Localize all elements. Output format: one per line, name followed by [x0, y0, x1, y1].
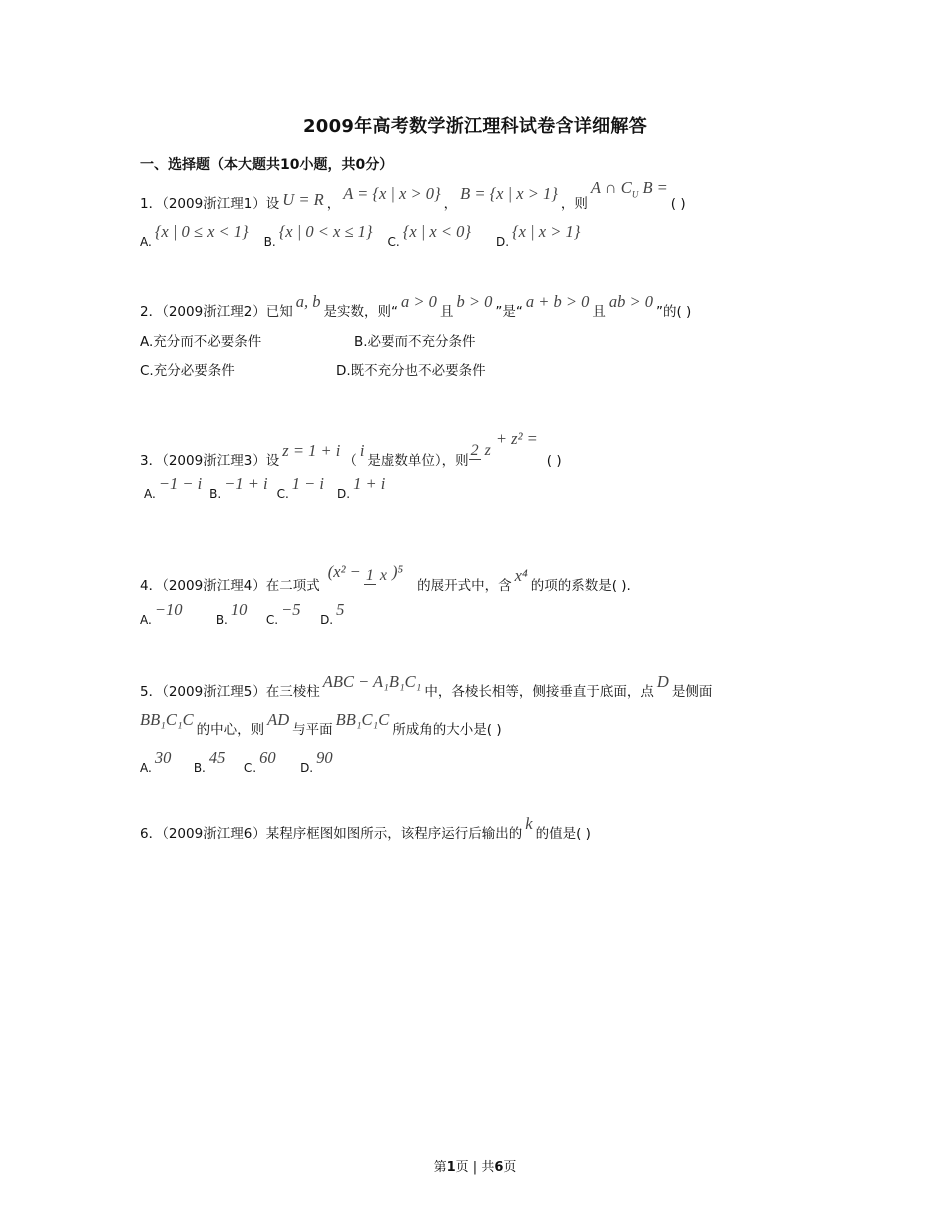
q1-set-b: B = {x | x > 1} — [460, 184, 558, 203]
q2-cond-2: b > 0 — [456, 292, 493, 311]
q2-prefix: 2．（2009浙江理2）已知 — [140, 304, 293, 320]
q6-prefix: 6．（2009浙江理6）某程序框图如图所示，该程序运行后输出的 — [140, 826, 523, 842]
q2-cond-3: a + b > 0 — [525, 292, 590, 311]
q1-option-a-label: A. — [140, 235, 152, 249]
q5-point-d: D — [656, 672, 669, 691]
q2-text-1: 是实数，则“ — [323, 304, 399, 320]
question-5 — [140, 672, 713, 702]
q4-option-b: 10 — [230, 600, 248, 619]
q5-option-d-label: D. — [300, 761, 314, 775]
q5-option-a: 30 — [154, 748, 172, 767]
q1-option-c: {x | x < 0} — [402, 222, 471, 241]
q6-k: k — [525, 814, 533, 833]
q5-text-3: 的中心，则 — [196, 722, 265, 738]
q3-options — [140, 474, 388, 504]
q3-option-b: −1 + i — [224, 474, 268, 493]
q2-option-c: C.充分必要条件 — [140, 363, 235, 379]
q1-option-a: {x | 0 ≤ x < 1} — [154, 222, 249, 241]
document-title: 2009年高考数学浙江理科试卷含详细解答 — [302, 116, 648, 137]
q2-text-4: 且 — [592, 304, 606, 320]
q4-option-d: 5 — [336, 600, 345, 619]
q5-option-a-label: A. — [140, 761, 152, 775]
q3-option-d: 1 + i — [353, 474, 386, 493]
q1-answer-paren: ( ) — [670, 196, 686, 212]
q2-cond-1: a > 0 — [401, 292, 437, 311]
q5-text-5: 所成角的大小是( ) — [392, 722, 502, 738]
q3-option-d-label: D. — [337, 487, 351, 501]
q2-options-row-1 — [140, 326, 476, 352]
q4-text-1: 的展开式中，含 — [417, 578, 512, 594]
q1-then: ，则 — [560, 196, 588, 212]
q3-i: i — [359, 441, 365, 460]
q1-comma-2: ， — [443, 196, 458, 212]
q2-options-row-2 — [140, 355, 486, 381]
question-3 — [140, 429, 562, 471]
q3-prefix: 3．（2009浙江理3）设 — [140, 453, 280, 469]
q2-option-a: A.充分而不必要条件 — [140, 334, 262, 350]
q3-fraction: 2 z — [470, 442, 491, 459]
question-1 — [140, 177, 686, 214]
page-footer: 第1页 | 共6页 — [433, 1160, 517, 1175]
q1-option-c-label: C. — [387, 235, 400, 249]
q4-prefix: 4．（2009浙江理4）在二项式 — [140, 578, 320, 594]
question-2 — [140, 292, 692, 322]
q3-option-c-label: C. — [276, 487, 289, 501]
q5-face: BB₁C₁C — [140, 710, 194, 729]
q5-text-2: 是侧面 — [671, 684, 713, 700]
q3-z-eq: z = 1 + i — [282, 441, 341, 460]
q3-text-2: 是虚数单位），则 — [367, 453, 469, 469]
q5-text-4: 与平面 — [292, 722, 333, 738]
q1-prefix: 1．（2009浙江理1）设 — [140, 196, 280, 212]
q4-option-c: −5 — [281, 600, 301, 619]
q6-text-1: 的值是( ) — [535, 826, 591, 842]
q3-text-1: （ — [343, 453, 357, 469]
q1-comma-1: ， — [326, 196, 341, 212]
q4-text-2: 的项的系数是( ). — [530, 578, 631, 594]
q2-text-3: ”是“ — [495, 304, 523, 320]
question-5-cont — [140, 710, 502, 740]
q4-expr-right: )⁵ — [391, 562, 404, 581]
question-4 — [140, 562, 631, 596]
q4-x4: x⁴ — [514, 566, 528, 585]
q1-set-a: A = {x | x > 0} — [343, 184, 441, 203]
q2-text-5: ”的( ) — [656, 304, 692, 320]
q4-option-b-label: B. — [215, 613, 228, 627]
q2-option-d: D.既不充分也不必要条件 — [336, 363, 486, 379]
q1-option-b: {x | 0 < x ≤ 1} — [278, 222, 373, 241]
q5-prefix: 5．（2009浙江理5）在三棱柱 — [140, 684, 320, 700]
q5-option-c: 60 — [259, 748, 276, 767]
q1-option-b-label: B. — [263, 235, 276, 249]
q5-option-b: 45 — [208, 748, 226, 767]
q5-face-2: BB₁C₁C — [335, 710, 390, 729]
q3-option-a-label: A. — [144, 487, 156, 501]
q1-u-eq: U = R — [282, 190, 324, 209]
q2-text-2: 且 — [439, 304, 454, 320]
q1-option-d-label: D. — [495, 235, 510, 249]
q5-ad: AD — [267, 710, 290, 729]
q3-option-b-label: B. — [209, 487, 222, 501]
q3-option-a: −1 − i — [158, 474, 203, 493]
q3-option-c: 1 − i — [291, 474, 324, 493]
current-page-number: 1 — [446, 1160, 456, 1175]
q1-expression: A ∩ $C_U$ B = — [590, 177, 668, 199]
q5-options — [140, 748, 336, 778]
q4-option-a-label: A. — [140, 613, 152, 627]
q4-options — [140, 600, 347, 630]
q5-option-c-label: C. — [243, 761, 257, 775]
section-heading: 一、选择题（本大题共10小题，共0分） — [140, 157, 394, 173]
q1-options — [140, 222, 583, 252]
q5-option-b-label: B. — [193, 761, 206, 775]
total-page-count: 6 — [494, 1160, 504, 1175]
q5-text-1: 中，各棱长相等，侧接垂直于底面，点 — [424, 684, 654, 700]
q4-option-a: −10 — [154, 600, 183, 619]
q4-option-d-label: D. — [320, 613, 334, 627]
q2-option-b: B.必要而不充分条件 — [354, 334, 476, 350]
q4-expr-left: (x² − — [327, 562, 361, 581]
q1-option-d: {x | x > 1} — [512, 222, 581, 241]
q3-tail: + z² = — [495, 429, 538, 448]
q2-cond-4: ab > 0 — [608, 292, 653, 311]
q3-answer-paren: ( ) — [546, 453, 562, 469]
q5-option-d: 90 — [316, 748, 333, 767]
q4-option-c-label: C. — [265, 613, 279, 627]
question-6 — [140, 814, 591, 844]
q5-prism: ABC − A₁B₁C₁ — [322, 672, 422, 691]
q2-ab: a, b — [295, 292, 321, 311]
q4-fraction: 1 x — [365, 567, 387, 584]
